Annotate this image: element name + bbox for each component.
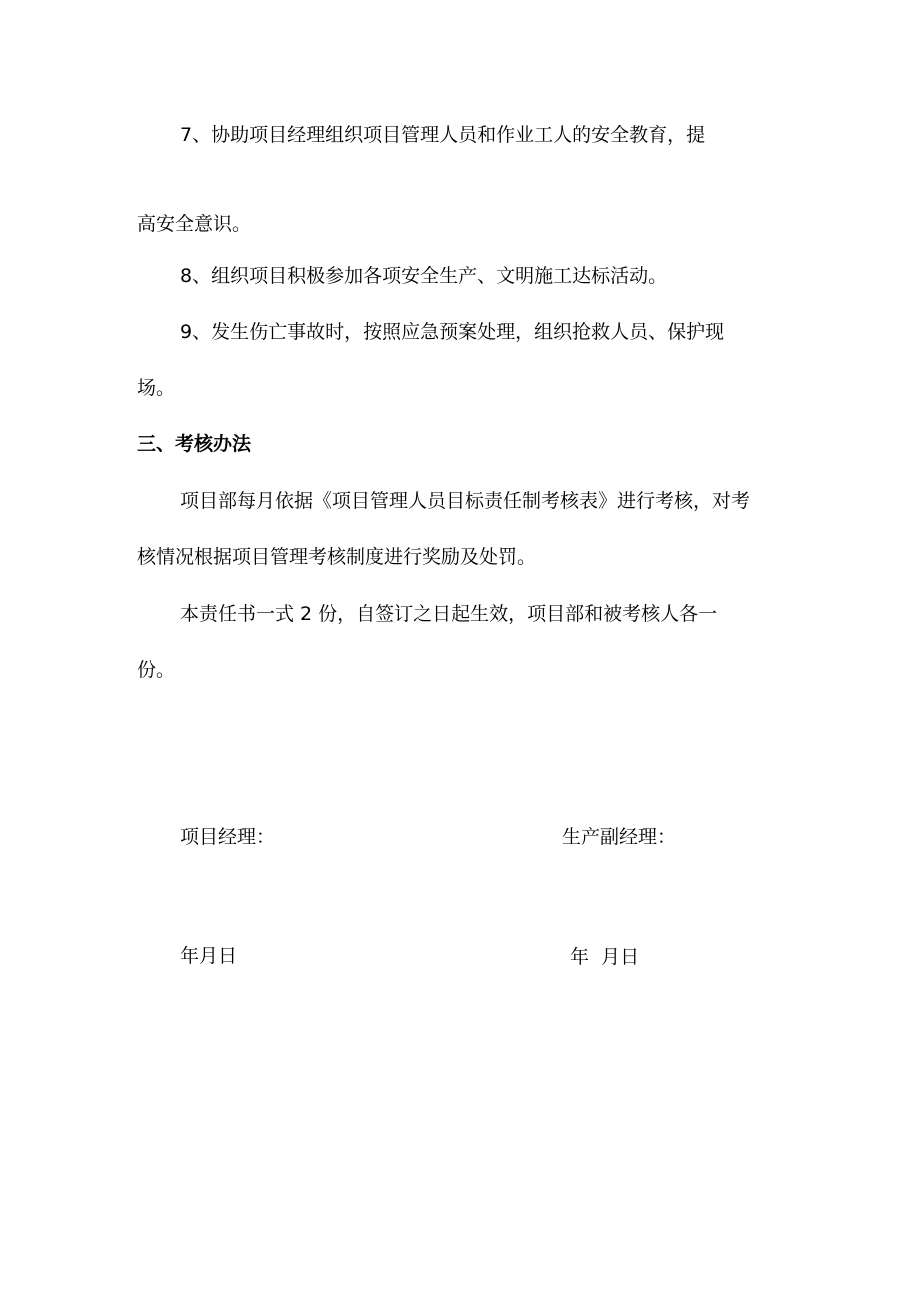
item-7-line-1: 7、协助项目经理组织项目管理人员和作业工人的安全教育，提 xyxy=(180,124,706,146)
project-manager-date: 年月日 xyxy=(180,945,238,967)
deputy-production-manager-date: 年 月日 xyxy=(570,946,640,968)
assessment-line-2: 核情况根据项目管理考核制度进行奖励及处罚。 xyxy=(137,546,537,568)
section-3-heading: 三、考核办法 xyxy=(137,433,252,455)
copies-line-1: 本责任书一式 2 份，自签订之日起生效，项目部和被考核人各一 xyxy=(180,603,718,625)
assessment-line-1: 项目部每月依据《项目管理人员目标责任制考核表》进行考核，对考 xyxy=(180,490,751,512)
item-9-line-1: 9、发生伤亡事故时，按照应急预案处理，组织抢救人员、保护现 xyxy=(180,321,725,343)
item-9-line-2: 场。 xyxy=(137,377,176,399)
project-manager-signature-label: 项目经理： xyxy=(180,826,276,848)
copies-line-2: 份。 xyxy=(137,659,176,681)
item-8: 8、组织项目积极参加各项安全生产、文明施工达标活动。 xyxy=(180,265,668,287)
deputy-production-manager-signature-label: 生产副经理： xyxy=(562,826,677,848)
item-7-line-2: 高安全意识。 xyxy=(137,213,252,235)
